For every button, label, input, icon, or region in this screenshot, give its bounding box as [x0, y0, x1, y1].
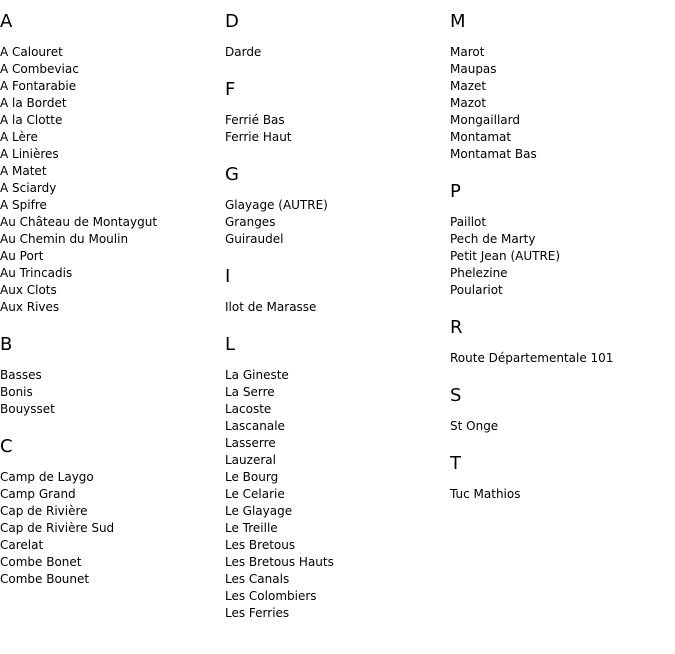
place-item: La Gineste	[225, 368, 289, 382]
place-item: Le Celarie	[225, 487, 285, 501]
place-item: Les Bretous Hauts	[225, 555, 334, 569]
place-list	[0, 367, 225, 418]
place-item: Les Colombiers	[225, 589, 317, 603]
place-item: Lauzeral	[225, 453, 276, 467]
place-item: Paillot	[450, 215, 487, 229]
place-list	[450, 486, 675, 503]
place-item: A Combeviac	[0, 62, 79, 76]
place-item: Poulariot	[450, 283, 503, 297]
place-item: Lasserre	[225, 436, 276, 450]
place-item: Bouysset	[0, 402, 55, 416]
section-letter-f: F	[225, 79, 236, 100]
place-item: Montamat Bas	[450, 147, 537, 161]
place-item: Petit Jean (AUTRE)	[450, 249, 561, 263]
place-item: Pech de Marty	[450, 232, 536, 246]
place-list	[225, 112, 450, 146]
place-item: Aux Rives	[0, 300, 60, 314]
place-list	[225, 197, 450, 248]
place-item: Bonis	[0, 385, 33, 399]
section-p	[450, 180, 675, 299]
column-2	[225, 10, 450, 622]
place-item: Les Canals	[225, 572, 290, 586]
place-item: Granges	[225, 215, 276, 229]
place-item: Darde	[225, 45, 262, 59]
place-item: Guiraudel	[225, 232, 284, 246]
section-r	[450, 316, 675, 367]
column-1	[0, 10, 225, 588]
place-item: Lascanale	[225, 419, 285, 433]
place-list	[450, 350, 675, 367]
section-letter-i: I	[225, 266, 231, 287]
place-item: Lacoste	[225, 402, 272, 416]
place-item: Ferrié Bas	[225, 113, 285, 127]
place-list	[0, 469, 225, 588]
place-item: A la Clotte	[0, 113, 63, 127]
section-t	[450, 452, 675, 503]
place-item: Glayage (AUTRE)	[225, 198, 328, 212]
place-item: Route Départementale 101	[450, 351, 614, 365]
place-item: A Spifre	[0, 198, 47, 212]
section-g	[225, 163, 450, 248]
place-item: Marot	[450, 45, 485, 59]
place-item: Maupas	[450, 62, 497, 76]
place-item: Mongaillard	[450, 113, 520, 127]
place-item: Phelezine	[450, 266, 508, 280]
place-list	[225, 299, 450, 316]
section-letter-g: G	[225, 164, 239, 185]
section-f	[225, 78, 450, 146]
section-letter-m: M	[450, 11, 466, 32]
place-list	[0, 44, 225, 316]
place-list	[450, 44, 675, 163]
place-item: Basses	[0, 368, 42, 382]
place-item: Ilot de Marasse	[225, 300, 317, 314]
place-item: Le Glayage	[225, 504, 293, 518]
place-item: A Fontarabie	[0, 79, 77, 93]
place-item: Mazet	[450, 79, 487, 93]
place-item: Montamat	[450, 130, 512, 144]
place-list	[225, 44, 450, 61]
section-letter-b: B	[0, 334, 13, 355]
place-item: Cap de Rivière Sud	[0, 521, 115, 535]
column-3	[450, 10, 675, 503]
section-a	[0, 10, 225, 316]
section-l	[225, 333, 450, 622]
place-item: Combe Bonet	[0, 555, 82, 569]
section-s	[450, 384, 675, 435]
place-list	[450, 418, 675, 435]
place-item: Les Bretous	[225, 538, 296, 552]
section-letter-p: P	[450, 181, 461, 202]
section-letter-r: R	[450, 317, 463, 338]
section-letter-l: L	[225, 334, 236, 355]
section-i	[225, 265, 450, 316]
place-item: Cap de Rivière	[0, 504, 88, 518]
section-m	[450, 10, 675, 163]
section-letter-d: D	[225, 11, 239, 32]
place-item: Aux Clots	[0, 283, 57, 297]
section-d	[225, 10, 450, 61]
place-item: Combe Bounet	[0, 572, 90, 586]
section-letter-t: T	[450, 453, 461, 474]
place-item: La Serre	[225, 385, 275, 399]
place-item: Les Ferries	[225, 606, 290, 620]
section-letter-c: C	[0, 436, 13, 457]
place-item: A Linières	[0, 147, 59, 161]
place-item: Carelat	[0, 538, 44, 552]
place-item: Tuc Mathios	[450, 487, 521, 501]
place-item: St Onge	[450, 419, 499, 433]
place-item: Mazot	[450, 96, 487, 110]
place-item: A Calouret	[0, 45, 63, 59]
section-letter-s: S	[450, 385, 462, 406]
place-item: Camp de Laygo	[0, 470, 94, 484]
place-item: Camp Grand	[0, 487, 76, 501]
place-item: Le Bourg	[225, 470, 279, 484]
place-item: A Matet	[0, 164, 47, 178]
place-item: Au Chemin du Moulin	[0, 232, 129, 246]
place-item: Au Trincadis	[0, 266, 73, 280]
place-list	[225, 367, 450, 622]
place-item: A la Bordet	[0, 96, 67, 110]
section-c	[0, 435, 225, 588]
place-list	[450, 214, 675, 299]
place-item: Au Château de Montaygut	[0, 215, 158, 229]
place-item: A Sciardy	[0, 181, 57, 195]
place-item: Le Treille	[225, 521, 278, 535]
place-item: A Lère	[0, 130, 38, 144]
place-item: Ferrie Haut	[225, 130, 292, 144]
section-letter-a: A	[0, 11, 13, 32]
place-item: Au Port	[0, 249, 44, 263]
section-b	[0, 333, 225, 418]
